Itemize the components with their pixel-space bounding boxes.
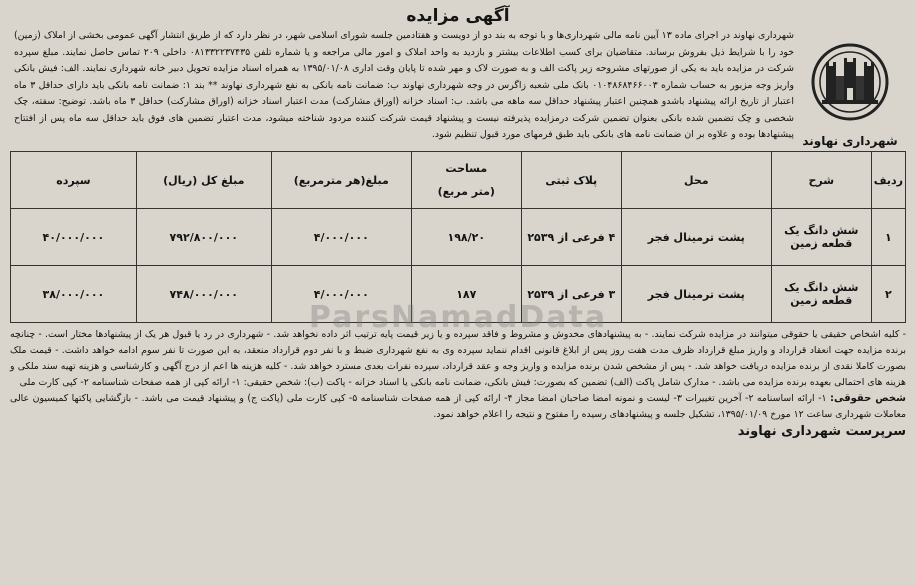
organization-name: شهرداری نهاوند <box>802 134 898 148</box>
cell-row-number: ۲ <box>871 266 905 323</box>
header-unit-price: مبلغ(هر مترمربع) <box>271 152 411 209</box>
header-area-unit: (متر مربع) <box>437 185 495 198</box>
header-description: شرح <box>771 152 871 209</box>
legal-entity-text: ۱- ارائه اساسنامه ۲- آخرین تغییرات ۳- لیست و نمونه امضا صاحبان امضا مجاز ۴- ارائه کپی از همه صفحات شناسنامه ۵- کپی کارت ملی (پاکت ج) و پیشنهاد قیمت می باشد. - بازگشایی پاکتها کمیسیون عالی معاملات شهرداری ساعت ۱۲ مورخ ۱۳۹۵/۰۱/۰۹، تشکیل جلسه و پیشنهادهای رسیده را مفتوح و نتیجه را اعلام خواهد نمود. <box>10 393 906 420</box>
header-total: مبلغ کل (ریال) <box>136 152 271 209</box>
municipality-emblem-icon <box>810 42 890 122</box>
table-row <box>11 209 906 266</box>
watermark: ParsNamadData <box>308 300 608 335</box>
table-row <box>11 266 906 323</box>
header-area <box>411 152 521 209</box>
conditions-text: - کلیه اشخاص حقیقی یا حقوقی میتوانند در مزایده شرکت نمایند. - به پیشنهادهای مخدوش و مشروط و فاقد سپرده و یا زیر قیمت پایه ترتیب اثر داده نخواهد شد. - شهرداری در رد یا قبول هر یک از پیشنهادها مختار است. - چنانچه برنده مزایده جهت انعقاد قرارداد و واریز مبلغ قرارداد ظرف مدت هفت روز پس از ابلاغ قانونی اقدام ننماید سپرده وی به نفع شهرداری ضبط و با نفر دوم قرارداد منعقد، به این صورت تا نفر سوم ادامه خواهد داشت. - قیمت ملک بصورت کاملا نقدی از برنده مزایده دریافت خواهد شد. - پس از مشخص شدن برنده مزایده و واریز وجه و عقد قرارداد، سپرده نفرات بعدی مسترد خواهد شد. - کلیه هزینه ها اعم از درج آگهی و کارشناسی و هزینه تهیه سند ملکی و هزینه های احتمالی بعهده برنده مزایده می باشد. - مدارک شامل پاکت (الف) تضمین که بصورت: فیش بانکی، ضمانت نامه بانکی یا اسناد خزانه - پاکت (ب): شخص حقیقی: ۱- ارائه کپی از همه صفحات شناسنامه ۲- کپی کارت ملی <box>10 329 906 388</box>
logo-block <box>794 28 906 148</box>
cell-deposit: ۴۰/۰۰۰/۰۰۰ <box>11 209 137 266</box>
header-deposit: سپرده <box>11 152 137 209</box>
legal-entity-label: شخص حقوقی: <box>829 393 906 404</box>
ad-title: آگهی مزایده <box>406 6 510 26</box>
cell-unit-price: ۴/۰۰۰/۰۰۰ <box>271 266 411 323</box>
cell-area: ۱۹۸/۲۰ <box>411 209 521 266</box>
conditions-paragraph <box>10 327 906 423</box>
header-section <box>10 28 906 148</box>
cell-description: شش دانگ یک قطعه زمین <box>771 209 871 266</box>
header-location: محل <box>621 152 771 209</box>
cell-plaque: ۴ فرعی از ۲۵۳۹ <box>521 209 621 266</box>
cell-location: پشت ترمینال فجر <box>621 266 771 323</box>
cell-row-number: ۱ <box>871 209 905 266</box>
cell-location: پشت ترمینال فجر <box>621 209 771 266</box>
signature: سرپرست شهرداری نهاوند <box>737 424 906 439</box>
cell-plaque: ۳ فرعی از ۲۵۳۹ <box>521 266 621 323</box>
intro-paragraph: شهرداری نهاوند در اجرای ماده ۱۳ آیین نامه مالی شهرداری‌ها و با توجه به بند دو از دویست و هفتادمین جلسه شورای اسلامی شهر، در نظر دارد که از طریق انتشار آگهی عمومی بخشی از املاک (زمین) خود را با شرایط ذیل بفروش برساند. متقاضیان برای کسب اطلاعات بیشتر و بازدید به واحد املاک و امور مالی مراجعه و یا شماره تلفن ۰۸۱۳۳۲۲۳۷۴۳۵ داخلی ۲۰۹ تماس حاصل نمایند. مبلغ سپرده شرکت در مزایده باید به یکی از صورتهای مشروحه زیر پاکت الف و به صورت لاک و مهر شده تا پایان وقت اداری ۱۳۹۵/۰۱/۰۸ به همراه اسناد مزایده تحویل دبیر خانه شهرداری نمایند. الف: فیش بانکی واریز وجه مزبور به حساب شماره ۰۱۰۴۸۶۸۴۶۶۰۰۳ بانک ملی شعبه زاگرس در وجه شهرداری نهاوند ب: ضمانت نامه بانکی به نفع شهرداری نهاوند ** بند ۱: ضمانت نامه بانکی باید دارای حداقل ۳ ماه اعتبار از تاریخ ارائه پیشنهاد باشدو همچنین اعتبار پیشنهاد حداقل سه ماهه می باشد. ب: اسناد خزانه (اوراق مشارکت) مدت اعتبار اسناد خزانه (اوراق مشارکت) حداقل ۳ ماه باشد. توضیح: سفته، چک شخصی و چک تضمین شده بانکی بعنوان تضمین شرکت درمزایده پذیرفته نیست و پیشنهاد قیمت شرکت کننده مردود شناخته میشود، مدت اعتبار تضمین های فوق باید حداقل سه ماه پس از افتتاح پیشنهادها بوده و علاوه بر ان ضمانت نامه های بانکی باید طبق فرمهای مورد قبول تنظیم شود. <box>14 30 795 140</box>
auction-table <box>10 151 906 323</box>
cell-area: ۱۸۷ <box>411 266 521 323</box>
cell-description: شش دانگ یک قطعه زمین <box>771 266 871 323</box>
cell-total: ۷۹۲/۸۰۰/۰۰۰ <box>136 209 271 266</box>
cell-deposit: ۳۸/۰۰۰/۰۰۰ <box>11 266 137 323</box>
cell-unit-price: ۴/۰۰۰/۰۰۰ <box>271 209 411 266</box>
header-row-number: ردیف <box>871 152 905 209</box>
table-header-row <box>11 152 906 209</box>
header-area-label: مساحت <box>445 162 488 175</box>
header-plaque: پلاک ثبتی <box>521 152 621 209</box>
cell-total: ۷۴۸/۰۰۰/۰۰۰ <box>136 266 271 323</box>
